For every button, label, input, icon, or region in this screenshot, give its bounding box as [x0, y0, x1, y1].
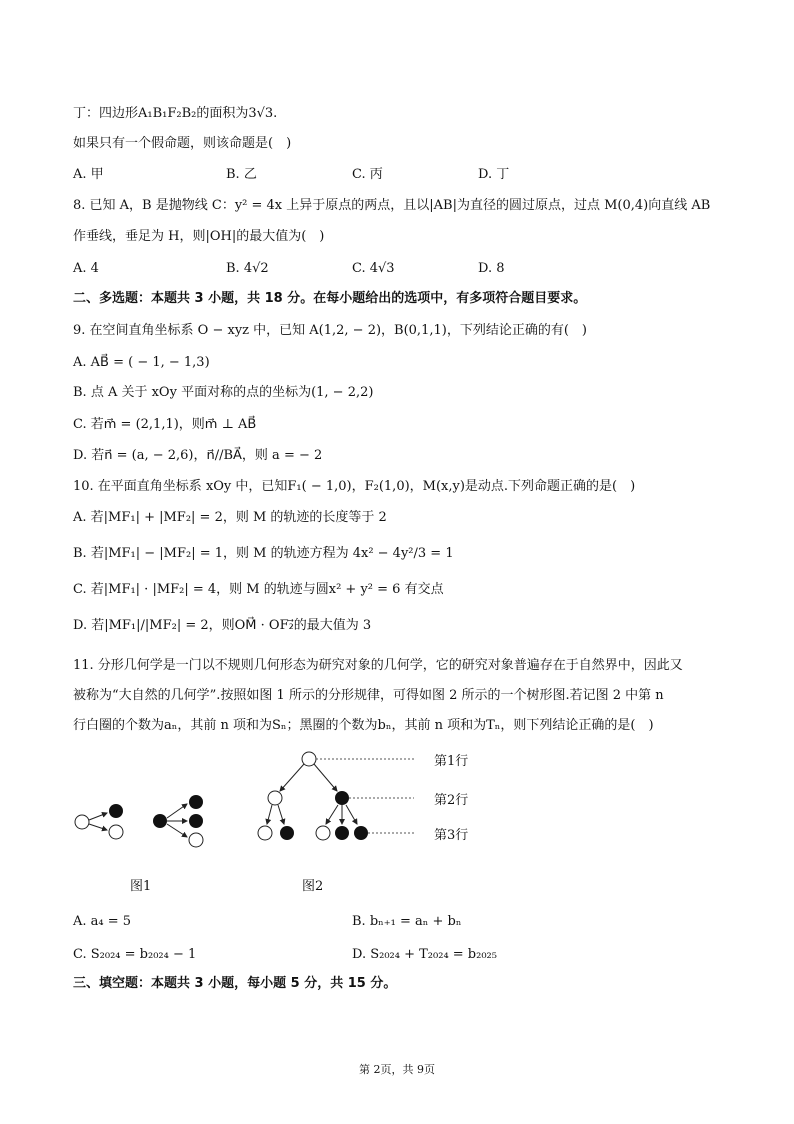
row-label-2: 第2行 — [434, 793, 469, 808]
q10-option-c: C. 若|MF₁| · |MF₂| = 4，则 M 的轨迹与圆x² + y² = 6 有交点 — [73, 582, 444, 597]
fractal-figure — [60, 738, 500, 898]
q9-stem: 9. 在空间直角坐标系 O − xyz 中，已知 A(1,2, − 2)，B(0,1,1)，下列结论正确的有( ) — [73, 323, 587, 338]
q11-stem-line1: 11. 分形几何学是一门以不规则几何形态为研究对象的几何学，它的研究对象普遍存在于自然界中，因此又 — [73, 658, 683, 673]
q10-option-a: A. 若|MF₁| + |MF₂| = 2，则 M 的轨迹的长度等于 2 — [73, 510, 387, 525]
q8-option-b: B. 4√2 — [226, 261, 269, 276]
section-heading-multiple-choice: 二、多选题：本题共 3 小题，共 18 分。在每小题给出的选项中，有多项符合题目要求。 — [73, 291, 587, 306]
q9-option-a: A. AB⃗ = ( − 1, − 1,3) — [73, 355, 210, 370]
figure2-tree — [258, 752, 414, 840]
q9-option-b: B. 点 A 关于 xOy 平面对称的点的坐标为(1, − 2,2) — [73, 385, 374, 400]
q10-option-d: D. 若|MF₁|/|MF₂| = 2，则OM⃗ · OF₂⃗的最大值为 3 — [73, 618, 372, 633]
row-label-1: 第1行 — [434, 754, 469, 769]
q7-option-b: B. 乙 — [226, 167, 257, 182]
q7-prompt: 如果只有一个假命题，则该命题是( ) — [73, 136, 292, 151]
q8-option-c: C. 4√3 — [352, 261, 395, 276]
q11-option-d: D. S₂₀₂₄ + T₂₀₂₄ = b₂₀₂₅ — [352, 947, 497, 962]
figure1-rule-white — [75, 804, 123, 839]
q11-option-a: A. a₄ = 5 — [73, 914, 132, 929]
q7-statement-d: 丁：四边形A₁B₁F₂B₂的面积为3√3. — [73, 106, 278, 121]
q9-option-d: D. 若n⃗ = (a, − 2,6)，n⃗//BA⃗，则 a = − 2 — [73, 448, 323, 463]
q10-stem: 10. 在平面直角坐标系 xOy 中，已知F₁( − 1,0)，F₂(1,0)，M(x,y)是动点.下列命题正确的是( ) — [73, 479, 636, 494]
figure1-rule-black — [153, 795, 203, 847]
q7-option-c: C. 丙 — [352, 167, 383, 182]
section-heading-fill-blank: 三、填空题：本题共 3 小题，每小题 5 分，共 15 分。 — [73, 976, 397, 991]
q9-option-c: C. 若m⃗ = (2,1,1)，则m⃗ ⊥ AB⃗ — [73, 417, 257, 432]
q11-stem-line2: 被称为“大自然的几何学”.按照如图 1 所示的分形规律，可得如图 2 所示的一个树形图.若记图 2 中第 n — [73, 688, 664, 703]
q11-stem-line3: 行白圈的个数为aₙ，其前 n 项和为Sₙ；黑圈的个数为bₙ，其前 n 项和为Tₙ，则下列结论正确的是( ) — [73, 718, 654, 733]
page-footer: 第 2页，共 9页 — [359, 1063, 435, 1076]
q8-option-a: A. 4 — [73, 261, 99, 276]
figure2-caption: 图2 — [302, 879, 324, 894]
q8-stem-line1: 8. 已知 A，B 是抛物线 C：y² = 4x 上异于原点的两点，且以|AB|为直径的圆过原点，过点 M(0,4)向直线 AB — [73, 198, 711, 213]
q11-option-b: B. bₙ₊₁ = aₙ + bₙ — [352, 914, 462, 929]
q8-stem-line2: 作垂线，垂足为 H，则|OH|的最大值为( ) — [73, 229, 325, 244]
row-label-3: 第3行 — [434, 828, 469, 843]
figure1-caption: 图1 — [130, 879, 152, 894]
q10-option-b: B. 若|MF₁| − |MF₂| = 1，则 M 的轨迹方程为 4x² − 4y²/3 = 1 — [73, 546, 454, 561]
q11-option-c: C. S₂₀₂₄ = b₂₀₂₄ − 1 — [73, 947, 197, 962]
q7-option-d: D. 丁 — [478, 167, 510, 182]
q7-option-a: A. 甲 — [73, 167, 104, 182]
q8-option-d: D. 8 — [478, 261, 505, 276]
